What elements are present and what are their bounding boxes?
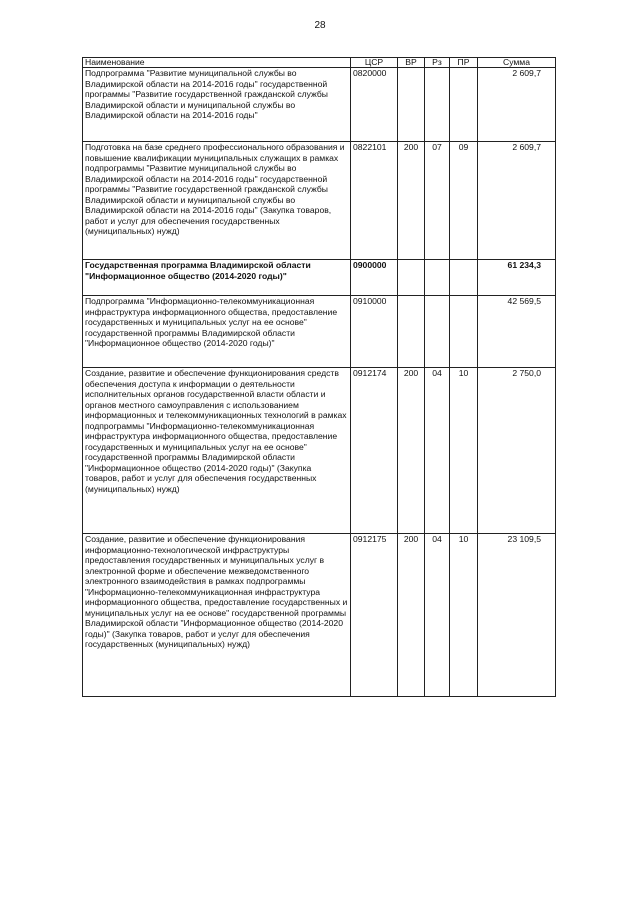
row-vr: 200 — [398, 368, 425, 534]
row-rz — [425, 260, 450, 296]
row-name: Подпрограмма "Информационно-телекоммуникационная инфраструктура информационного общества, предоставление государственных и муниципальных услуг на ее основе" государственной программы Владимирской области "Информационное общество (2014-2020 годы)" — [83, 296, 351, 368]
page-number: 28 — [314, 20, 326, 31]
row-pr: 10 — [450, 534, 478, 697]
header-sum: Сумма — [478, 58, 556, 68]
row-rz: 04 — [425, 534, 450, 697]
row-csr: 0900000 — [351, 260, 398, 296]
header-vr: ВР — [398, 58, 425, 68]
row-sum: 42 569,5 — [478, 296, 556, 368]
row-sum: 61 234,3 — [478, 260, 556, 296]
row-csr: 0912174 — [351, 368, 398, 534]
row-sum: 2 750,0 — [478, 368, 556, 534]
row-name: Подготовка на базе среднего профессионального образования и повышение квалификации муниципальных служащих в рамках подпрограммы "Развитие муниципальной службы во Владимирской области на 2014-2016 годы" государственной программы "Развитие государственной гражданской службы Владимирской области и муниципальной службы во Владимирской области на 2014-2016 годы" (Закупка товаров, работ и услуг для обеспечения государственных (муниципальных) нужд) — [83, 142, 351, 260]
row-csr: 0820000 — [351, 68, 398, 142]
row-pr — [450, 260, 478, 296]
budget-table — [82, 57, 556, 697]
row-sum: 2 609,7 — [478, 142, 556, 260]
table-row — [83, 296, 556, 368]
row-name: Создание, развитие и обеспечение функционирования средств обеспечения доступа к информации о деятельности исполнительных органов государственной власти области и органов местного самоуправления с использованием информационных и телекоммуникационных технологий в рамках подпрограммы "Информационно-телекоммуникационная инфраструктура информационного общества, предоставление государственных и муниципальных услуг на ее основе" государственной программы Владимирской области "Информационное общество (2014-2020 годы)" (Закупка товаров, работ и услуг для обеспечения государственных (муниципальных) нужд) — [83, 368, 351, 534]
row-name: Государственная программа Владимирской области "Информационное общество (2014-2020 годы)" — [83, 260, 351, 296]
row-pr: 09 — [450, 142, 478, 260]
row-vr — [398, 68, 425, 142]
row-vr — [398, 260, 425, 296]
row-sum: 23 109,5 — [478, 534, 556, 697]
table-row — [83, 368, 556, 534]
row-sum: 2 609,7 — [478, 68, 556, 142]
table-row — [83, 142, 556, 260]
table-row — [83, 68, 556, 142]
row-vr: 200 — [398, 534, 425, 697]
row-name: Подпрограмма "Развитие муниципальной службы во Владимирской области на 2014-2016 годы" государственной программы "Развитие государственной гражданской службы Владимирской области и муниципальной службы во Владимирской области на 2014-2016 годы" — [83, 68, 351, 142]
header-name: Наименование — [83, 58, 351, 68]
row-csr: 0822101 — [351, 142, 398, 260]
row-csr: 0910000 — [351, 296, 398, 368]
row-vr: 200 — [398, 142, 425, 260]
header-csr: ЦСР — [351, 58, 398, 68]
row-rz: 07 — [425, 142, 450, 260]
table-row — [83, 534, 556, 697]
row-rz — [425, 296, 450, 368]
header-rz: Рз — [425, 58, 450, 68]
row-csr: 0912175 — [351, 534, 398, 697]
row-pr — [450, 296, 478, 368]
table-row — [83, 260, 556, 296]
row-pr: 10 — [450, 368, 478, 534]
row-rz: 04 — [425, 368, 450, 534]
row-name: Создание, развитие и обеспечение функционирования информационно-технологической инфраструктуры предоставления государственных и муниципальных услуг в электронной форме и обеспечение межведомственного электронного взаимодействия в рамках подпрограммы "Информационно-телекоммуникационная инфраструктура информационного общества, предоставление государственных и муниципальных услуг на ее основе" государственной программы Владимирской области "Информационное общество (2014-2020 годы)" (Закупка товаров, работ и услуг для обеспечения государственных (муниципальных) нужд) — [83, 534, 351, 697]
row-vr — [398, 296, 425, 368]
row-pr — [450, 68, 478, 142]
header-pr: ПР — [450, 58, 478, 68]
row-rz — [425, 68, 450, 142]
table-header-row — [83, 58, 556, 68]
